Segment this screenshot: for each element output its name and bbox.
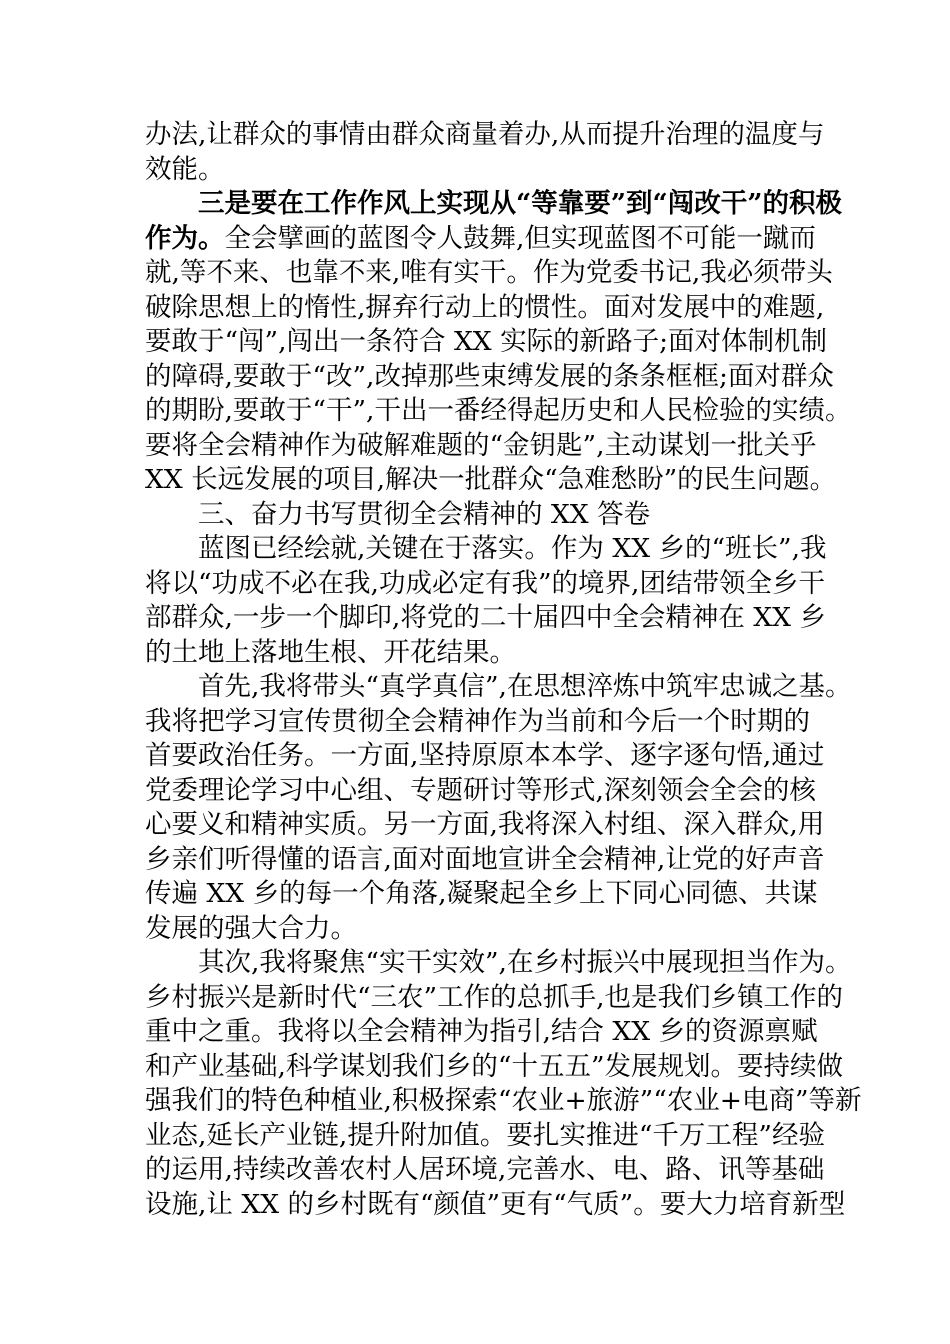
text-line: 的土地上落地生根、开花结果。 bbox=[145, 636, 516, 668]
text-line: 其次,我将聚焦“实干实效”,在乡村振兴中展现担当作为。 bbox=[198, 947, 852, 978]
text-line: 破除思想上的惰性,摒弃行动上的惯性。面对发展中的难题, bbox=[145, 291, 825, 323]
text-line: 首要政治任务。一方面,坚持原原本本学、逐字逐句悟,通过 bbox=[145, 740, 825, 771]
text-line: 首先,我将带头“真学真信”,在思想淬炼中筑牢忠诚之基。 bbox=[198, 671, 852, 702]
text-line: 设施,让 XX 的乡村既有“颜值”更有“气质”。要大力培育新型 bbox=[145, 1188, 846, 1220]
text-line: 乡村振兴是新时代“三农”工作的总抓手,也是我们乡镇工作的 bbox=[145, 981, 844, 1013]
text-line: 要敢于“闯”,闯出一条符合 XX 实际的新路子;面对体制机制 bbox=[145, 326, 828, 357]
text-line: 我将把学习宣传贯彻全会精神作为当前和今后一个时期的 bbox=[145, 705, 810, 737]
text-line: 发展的强大合力。 bbox=[145, 912, 357, 944]
text-line: 的运用,持续改善农村人居环境,完善水、电、路、讯等基础 bbox=[145, 1154, 825, 1185]
text-line: 乡亲们听得懂的语言,面对面地宣讲全会精神,让党的好声音 bbox=[145, 843, 825, 875]
text-line: 办法,让群众的事情由群众商量着办,从而提升治理的温度与 bbox=[145, 119, 825, 150]
text-line: 重中之重。我将以全会精神为指引,结合 XX 乡的资源禀赋 bbox=[145, 1016, 818, 1047]
text-line: 将以“功成不必在我,功成必定有我”的境界,团结带领全乡干 bbox=[145, 567, 825, 599]
document-body bbox=[145, 118, 862, 1222]
text-line: 的期盼,要敢于“干”,干出一番经得起历史和人民检验的实绩。 bbox=[145, 395, 852, 426]
text-line: 部群众,一步一个脚印,将党的二十届四中全会精神在 XX 乡 bbox=[145, 602, 826, 633]
section-heading bbox=[145, 498, 810, 533]
text-line: 党委理论学习中心组、专题研讨等形式,深刻领会全会的核 bbox=[145, 774, 816, 806]
bold-lead-end: 作为。 bbox=[145, 222, 225, 254]
text-line bbox=[145, 222, 816, 257]
text-line: 业态,延长产业链,提升附加值。要扎实推进“千万工程”经验 bbox=[145, 1119, 825, 1151]
paragraph bbox=[145, 118, 825, 187]
text-line: XX 长远发展的项目,解决一批群众“急难愁盼”的民生问题。 bbox=[145, 464, 837, 495]
text-line: 要将全会精神作为破解难题的“金钥匙”,主动谋划一批关乎 bbox=[145, 429, 817, 461]
text-line: 强我们的特色种植业,积极探索“农业+旅游”“农业+电商”等新 bbox=[145, 1085, 862, 1116]
paragraph bbox=[145, 670, 852, 946]
paragraph bbox=[145, 946, 862, 1222]
text-line: 蓝图已经绘就,关键在于落实。作为 XX 乡的“班长”,我 bbox=[198, 533, 827, 564]
bold-lead-line: 三是要在工作作风上实现从“等靠要”到“闯改干”的积极 bbox=[198, 188, 842, 219]
text-line: 就,等不来、也靠不来,唯有实干。作为党委书记,我必须带头 bbox=[145, 257, 833, 288]
text-span: 全会擘画的蓝图令人鼓舞,但实现蓝图不可能一蹴而 bbox=[224, 222, 816, 254]
heading-line: 三、奋力书写贯彻全会精神的 XX 答卷 bbox=[198, 498, 651, 530]
text-line: 的障碍,要敢于“改”,改掉那些束缚发展的条条框框;面对群众 bbox=[145, 360, 834, 392]
text-line: 效能。 bbox=[145, 153, 225, 185]
paragraph bbox=[145, 187, 852, 498]
text-line: 和产业基础,科学谋划我们乡的“十五五”发展规划。要持续做 bbox=[145, 1050, 844, 1082]
paragraph bbox=[145, 532, 827, 670]
text-line: 传遍 XX 乡的每一个角落,凝聚起全乡上下同心同德、共谋 bbox=[145, 878, 818, 909]
text-line: 心要义和精神实质。另一方面,我将深入村组、深入群众,用 bbox=[145, 809, 825, 840]
